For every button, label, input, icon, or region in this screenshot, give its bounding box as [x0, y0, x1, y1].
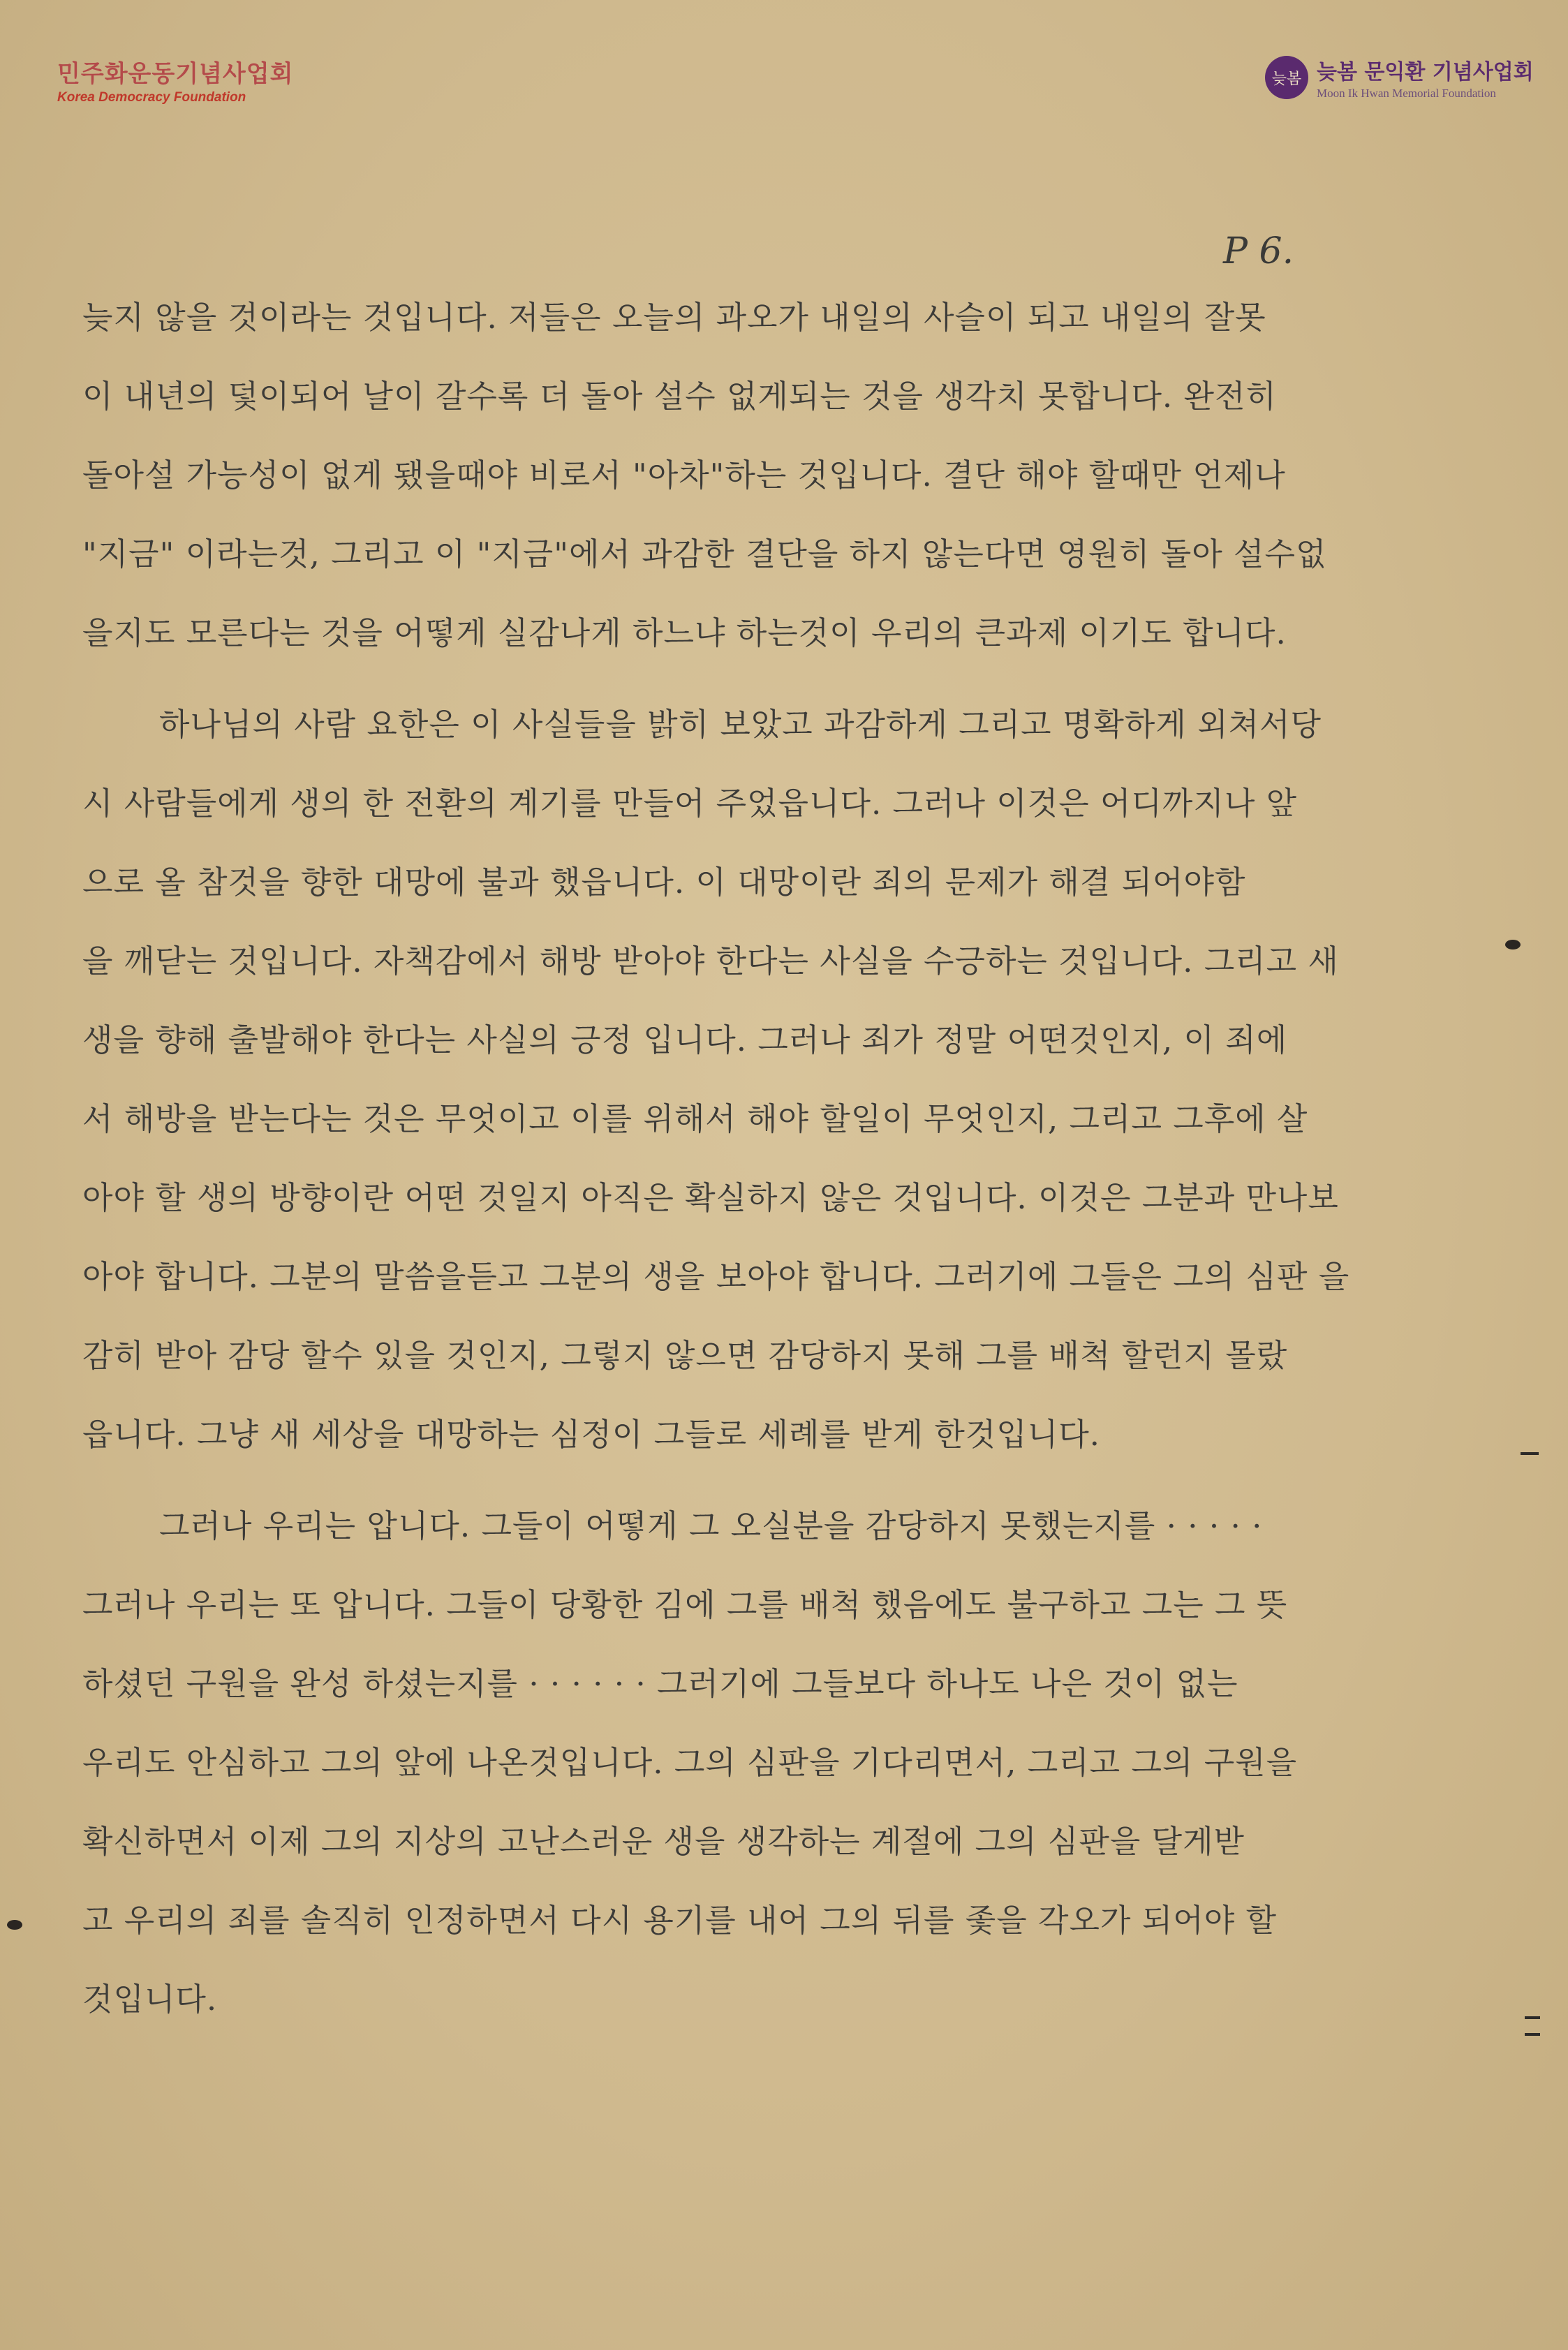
text-line: 하셨던 구원을 완성 하셨는지를 · · · · · · 그러기에 그들보다 하나도 나은 것이 없는	[82, 1665, 1238, 1702]
manuscript-body	[82, 278, 1479, 2039]
margin-tick-mark	[1525, 2033, 1540, 2036]
text-line: 것입니다.	[82, 1981, 218, 2018]
paragraph	[82, 1486, 1479, 2039]
text-line: 생을 향해 출발해야 한다는 사실의 긍정 입니다. 그러나 죄가 정말 어떤것인지, 이 죄에	[82, 1021, 1288, 1058]
text-line: 읍니다. 그냥 새 세상을 대망하는 심정이 그들로 세례를 받게 한것입니다.	[82, 1416, 1100, 1453]
moon-ik-hwan-foundation-logo	[1265, 54, 1534, 101]
text-line: 그러나 우리는 압니다. 그들이 어떻게 그 오실분을 감당하지 못했는지를 · · · · ·	[159, 1507, 1263, 1544]
left-logo-english: Korea Democracy Foundation	[57, 90, 246, 105]
punch-hole-mark	[1505, 940, 1521, 949]
text-line: 을지도 모른다는 것을 어떻게 실감나게 하느냐 하는것이 우리의 큰과제 이기도 합니다.	[82, 614, 1287, 651]
page-number: P 6.	[1223, 230, 1294, 272]
korea-democracy-foundation-logo	[57, 54, 293, 105]
text-line: 돌아설 가능성이 없게 됐을때야 비로서 "아차"하는 것입니다. 결단 해야 할때만 언제나	[82, 457, 1286, 494]
text-line: 고 우리의 죄를 솔직히 인정하면서 다시 용기를 내어 그의 뒤를 좇을 각오가 되어야 할	[82, 1902, 1277, 1939]
text-line: 감히 받아 감당 할수 있을 것인지, 그렇지 않으면 감당하지 못해 그를 배척 할런지 몰랐	[82, 1337, 1288, 1374]
left-logo-korean: 민주화운동기념사업회	[57, 60, 294, 88]
text-line: "지금" 이라는것, 그리고 이 "지금"에서 과감한 결단을 하지 않는다면 영원히 돌아 설수없	[82, 535, 1327, 572]
text-line: 하나님의 사람 요한은 이 사실들을 밝히 보았고 과감하게 그리고 명확하게 외쳐서당	[159, 706, 1322, 743]
paragraph	[82, 685, 1479, 1474]
text-line: 으로 올 참것을 향한 대망에 불과 했읍니다. 이 대망이란 죄의 문제가 해결 되어야함	[82, 864, 1246, 901]
text-line: 서 해방을 받는다는 것은 무엇이고 이를 위해서 해야 할일이 무엇인지, 그리고 그후에 살	[82, 1100, 1308, 1137]
text-line: 우리도 안심하고 그의 앞에 나온것입니다. 그의 심판을 기다리면서, 그리고 그의 구원을	[82, 1744, 1298, 1781]
text-line: 아야 합니다. 그분의 말씀을듣고 그분의 생을 보아야 합니다. 그러기에 그들은 그의 심판 을	[82, 1258, 1350, 1295]
right-logo-english: Moon Ik Hwan Memorial Foundation	[1317, 87, 1496, 100]
text-line: 그러나 우리는 또 압니다. 그들이 당황한 김에 그를 배척 했음에도 불구하고 그는 그 뜻	[82, 1586, 1288, 1623]
text-line: 늦지 않을 것이라는 것입니다. 저들은 오늘의 과오가 내일의 사슬이 되고 내일의 잘못	[82, 299, 1266, 336]
margin-tick-mark	[1521, 1452, 1539, 1455]
text-line: 시 사람들에게 생의 한 전환의 계기를 만들어 주었읍니다. 그러나 이것은 어디까지나 앞	[82, 785, 1298, 822]
text-line: 이 내년의 덫이되어 날이 갈수록 더 돌아 설수 없게되는 것을 생각치 못합니다. 완전히	[82, 378, 1277, 415]
punch-hole-mark	[7, 1920, 22, 1930]
text-line: 아야 할 생의 방향이란 어떤 것일지 아직은 확실하지 않은 것입니다. 이것은 그분과 만나보	[82, 1179, 1339, 1216]
paragraph	[82, 278, 1479, 672]
right-logo-korean: 늦봄 문익환 기념사업회	[1317, 60, 1534, 84]
text-line: 을 깨닫는 것입니다. 자책감에서 해방 받아야 한다는 사실을 수긍하는 것입니다. 그리고 새	[82, 943, 1339, 980]
text-line: 확신하면서 이제 그의 지상의 고난스러운 생을 생각하는 계절에 그의 심판을 달게받	[82, 1823, 1245, 1860]
margin-tick-mark	[1525, 2016, 1540, 2019]
neutbom-seal-icon: 늦봄	[1265, 56, 1308, 99]
